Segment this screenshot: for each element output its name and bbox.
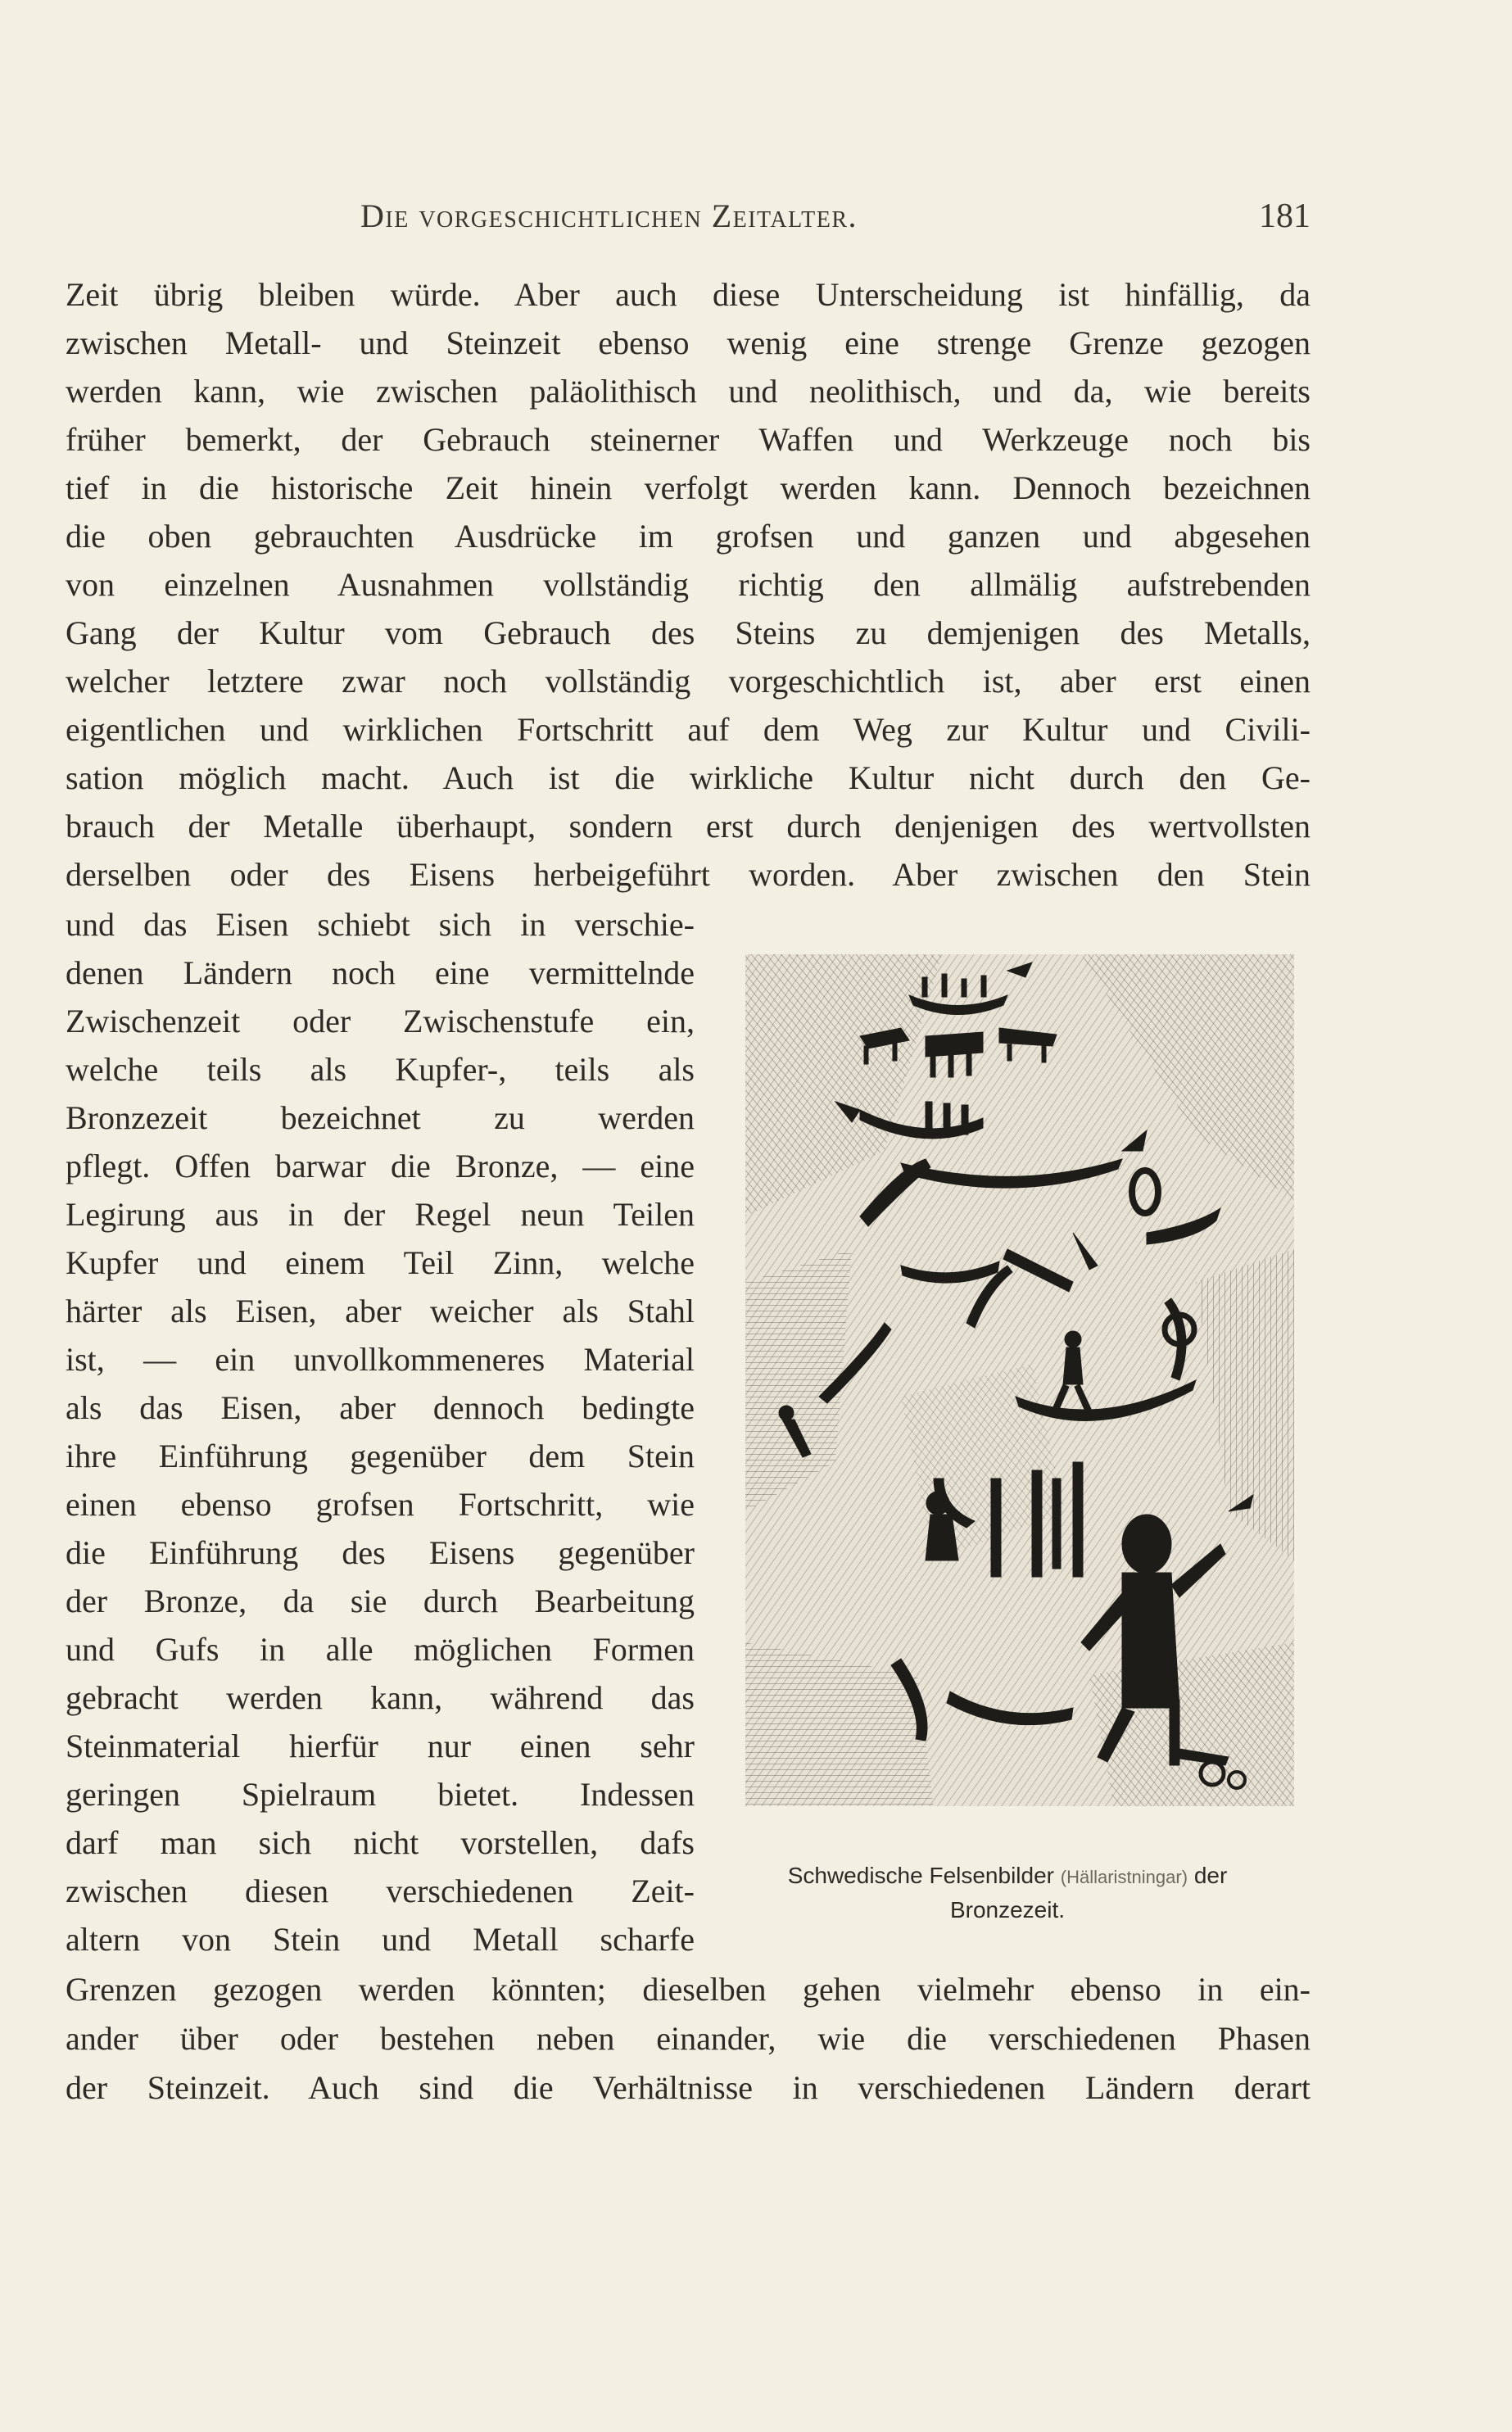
text-line: zwischen diesen verschiedenen Zeit-	[66, 1873, 695, 1909]
text-line: ist, — ein unvollkommeneres Material	[66, 1341, 695, 1378]
text-line: altern von Stein und Metall scharfe	[66, 1921, 695, 1958]
text-line: Zwischenzeit oder Zwischenstufe ein,	[66, 1003, 695, 1039]
figure-caption	[704, 1859, 1311, 1927]
text-line: der Bronze, da sie durch Bearbeitung	[66, 1583, 695, 1619]
rock-carving-illustration	[737, 938, 1302, 1823]
running-head	[66, 197, 1311, 246]
text-line: und Gufs in alle möglichen Formen	[66, 1631, 695, 1668]
text-line: Bronzezeit bezeichnet zu werden	[66, 1099, 695, 1136]
text-line: tief in die historische Zeit hinein verfolgt werden kann. Dennoch bezeichnen	[66, 469, 1311, 506]
rock-carving-figure	[737, 938, 1302, 1823]
text-line: eigentlichen und wirklichen Fortschritt auf dem Weg zur Kultur und Civili-	[66, 711, 1311, 748]
text-line: von einzelnen Ausnahmen vollständig richtig den allmälig aufstrebenden	[66, 566, 1311, 603]
text-line: ihre Einführung gegenüber dem Stein	[66, 1438, 695, 1474]
page-number: 181	[1259, 197, 1311, 235]
text-line: Kupfer und einem Teil Zinn, welche	[66, 1244, 695, 1281]
text-line: werden kann, wie zwischen paläolithisch und neolithisch, und da, wie bereits	[66, 373, 1311, 410]
text-line: pflegt. Offen barwar die Bronze, — eine	[66, 1148, 695, 1184]
text-line: die Einführung des Eisens gegenüber	[66, 1534, 695, 1571]
text-line: härter als Eisen, aber weicher als Stahl	[66, 1293, 695, 1329]
text-line: Grenzen gezogen werden könnten; dieselben gehen vielmehr ebenso in ein-	[66, 1971, 1311, 2008]
text-line: Zeit übrig bleiben würde. Aber auch diese Unterscheidung ist hinfällig, da	[66, 276, 1311, 313]
text-line: Steinmaterial hierfür nur einen sehr	[66, 1728, 695, 1764]
text-line: sation möglich macht. Auch ist die wirkliche Kultur nicht durch den Ge-	[66, 759, 1311, 796]
text-line: geringen Spielraum bietet. Indessen	[66, 1776, 695, 1813]
text-line: brauch der Metalle überhaupt, sondern erst durch denjenigen des wertvollsten	[66, 808, 1311, 845]
caption-line-2: Bronzezeit.	[949, 1897, 1066, 1923]
text-line: zwischen Metall- und Steinzeit ebenso wenig eine strenge Grenze gezogen	[66, 324, 1311, 361]
text-line: Legirung aus in der Regel neun Teilen	[66, 1196, 695, 1233]
text-line: darf man sich nicht vorstellen, dafs	[66, 1824, 695, 1861]
text-line: welcher letztere zwar noch vollständig vorgeschichtlich ist, aber erst einen	[66, 663, 1311, 700]
caption-aside: (Hällaristningar)	[1060, 1867, 1188, 1887]
text-line: welche teils als Kupfer-, teils als	[66, 1051, 695, 1088]
text-line: ander über oder bestehen neben einander, wie die verschiedenen Phasen	[66, 2020, 1311, 2057]
text-line: Gang der Kultur vom Gebrauch des Steins zu demjenigen des Metalls,	[66, 614, 1311, 651]
text-line: denen Ländern noch eine vermittelnde	[66, 954, 695, 991]
text-line: früher bemerkt, der Gebrauch steinerner Waffen und Werkzeuge noch bis	[66, 421, 1311, 458]
caption-tail: der	[1193, 1863, 1228, 1888]
text-line: als das Eisen, aber dennoch bedingte	[66, 1389, 695, 1426]
text-line: einen ebenso grofsen Fortschritt, wie	[66, 1486, 695, 1523]
text-line: gebracht werden kann, während das	[66, 1679, 695, 1716]
text-line: die oben gebrauchten Ausdrücke im grofsen und ganzen und abgesehen	[66, 518, 1311, 555]
caption-main: Schwedische Felsenbilder	[787, 1863, 1054, 1888]
caption-line-1	[704, 1859, 1311, 1894]
text-line: der Steinzeit. Auch sind die Verhältnisse in verschiedenen Ländern derart	[66, 2069, 1311, 2106]
text-line: und das Eisen schiebt sich in verschie-	[66, 906, 695, 943]
running-title: Die vorgeschichtlichen Zeitalter.	[360, 197, 858, 234]
text-line: derselben oder des Eisens herbeigeführt worden. Aber zwischen den Stein	[66, 856, 1311, 893]
